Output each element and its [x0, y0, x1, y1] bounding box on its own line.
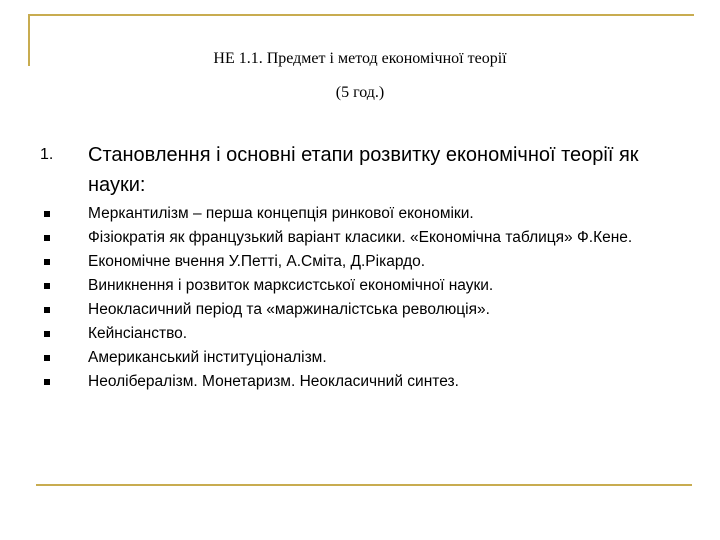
list-item-text: Виникнення і розвиток марксистської економічної науки.	[88, 277, 494, 294]
square-bullet-icon	[44, 235, 50, 241]
list-item-text: Американський інституціоналізм.	[88, 349, 327, 366]
list-item-text: Меркантилізм – перша концепція ринкової економіки.	[88, 205, 474, 222]
section-heading-number: 1.	[40, 146, 54, 163]
section-heading	[40, 140, 680, 200]
slide-title	[0, 42, 720, 110]
slide-title-line-1: НЕ 1.1. Предмет і метод економічної теорії	[213, 50, 507, 67]
list-item-text: Неокласичний період та «маржиналістська революція».	[88, 301, 490, 318]
list-item	[44, 250, 680, 274]
list-item	[44, 202, 680, 226]
list-item	[44, 322, 680, 346]
list-item	[44, 346, 680, 370]
section-heading-text: Становлення і основні етапи розвитку економічної теорії як науки:	[88, 144, 639, 196]
list-item	[44, 274, 680, 298]
square-bullet-icon	[44, 331, 50, 337]
list-item-text: Економічне вчення У.Петті, А.Сміта, Д.Рікардо.	[88, 253, 426, 270]
square-bullet-icon	[44, 283, 50, 289]
square-bullet-icon	[44, 379, 50, 385]
frame-top-line	[28, 14, 694, 16]
square-bullet-icon	[44, 259, 50, 265]
list-item	[44, 226, 680, 250]
square-bullet-icon	[44, 307, 50, 313]
list-item-text: Фізіократія як французький варіант класики. «Економічна таблиця» Ф.Кене.	[88, 229, 633, 246]
list-item-text: Неолібералізм. Монетаризм. Неокласичний синтез.	[88, 373, 459, 390]
slide-title-line-2: (5 год.)	[335, 84, 385, 101]
frame-bottom-line	[36, 484, 692, 486]
list-item-text: Кейнсіанство.	[88, 325, 188, 342]
square-bullet-icon	[44, 355, 50, 361]
topic-list	[44, 202, 680, 394]
list-item	[44, 298, 680, 322]
square-bullet-icon	[44, 211, 50, 217]
list-item	[44, 370, 680, 394]
